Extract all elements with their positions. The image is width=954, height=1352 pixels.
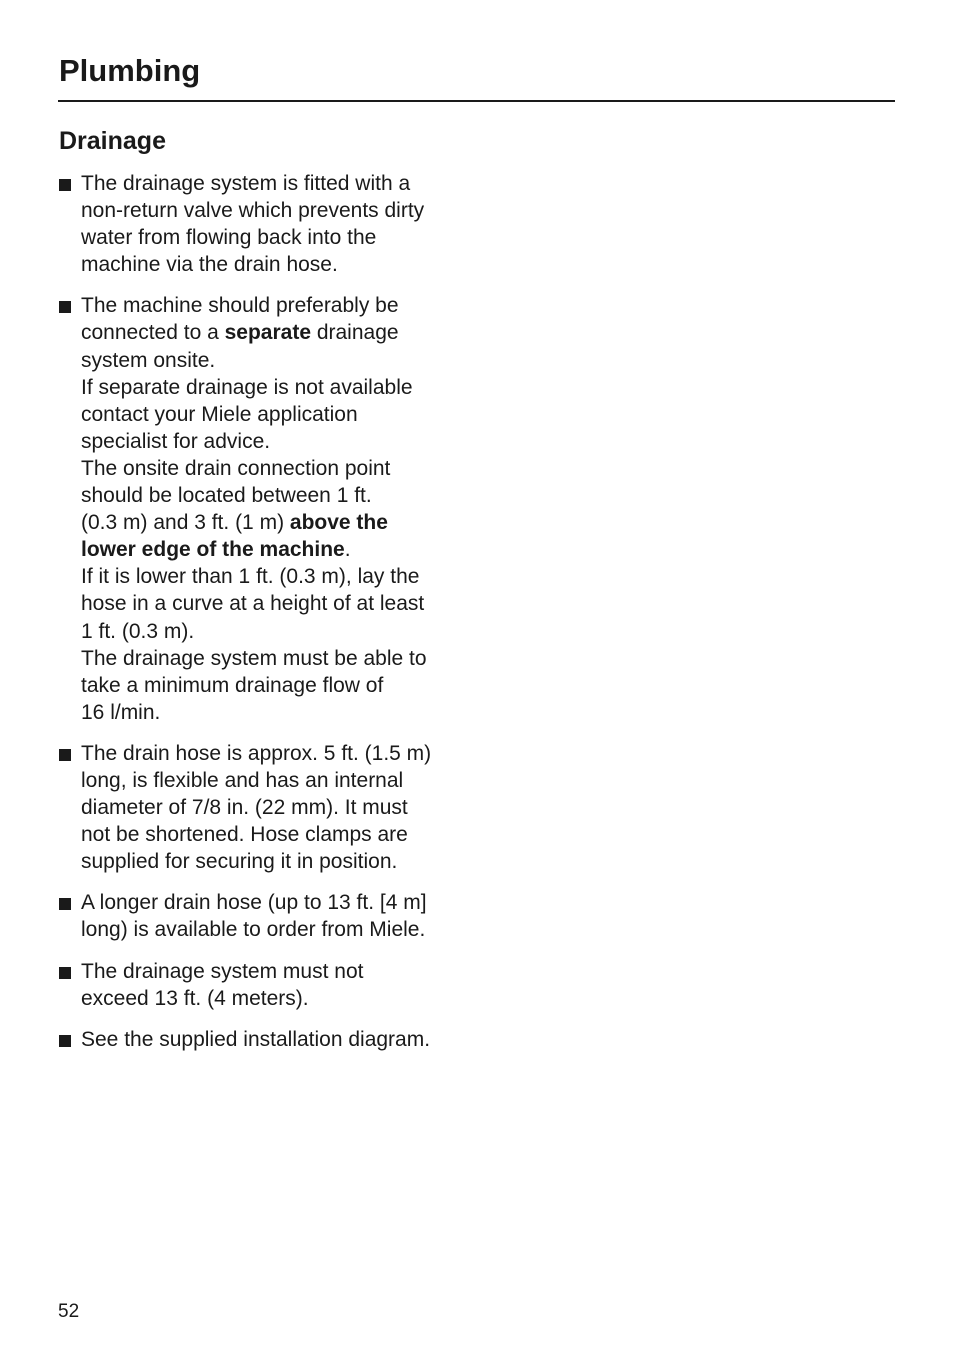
text-line <box>81 889 479 916</box>
text-line <box>81 767 479 794</box>
bold-text: above the <box>289 511 388 535</box>
text-line <box>81 1026 479 1053</box>
bold-text: separate <box>224 321 311 345</box>
bullet-square-icon <box>59 1035 71 1047</box>
text-segment: not be shortened. Hose clamps are <box>81 823 408 847</box>
bullet-square-icon <box>59 179 71 191</box>
list-item <box>59 1026 479 1053</box>
text-segment: The machine should preferably be <box>81 294 399 318</box>
text-line <box>81 645 479 672</box>
bullet-square-icon <box>59 967 71 979</box>
text-line <box>81 699 479 726</box>
list-item <box>59 958 479 1012</box>
text-segment: . <box>344 538 351 562</box>
text-segment: If separate drainage is not available <box>81 375 413 399</box>
text-segment: connected to a <box>81 321 225 345</box>
text-segment: 16 l/min. <box>81 700 161 724</box>
text-line <box>81 455 479 482</box>
text-segment: exceed 13 ft. (4 meters). <box>81 986 309 1010</box>
text-line <box>81 347 479 374</box>
bullet-list <box>59 170 479 1067</box>
text-segment: diameter of 7/8 in. (22 mm). It must <box>81 796 408 820</box>
text-line <box>81 509 479 536</box>
text-line <box>81 251 479 278</box>
text-segment: long, is flexible and has an internal <box>81 768 404 792</box>
text-line <box>81 563 479 590</box>
text-segment: The onsite drain connection point <box>81 456 391 480</box>
text-line <box>81 428 479 455</box>
text-segment: should be located between 1 ft. <box>81 484 372 508</box>
bullet-square-icon <box>59 749 71 761</box>
text-line <box>81 794 479 821</box>
section-title: Drainage <box>59 127 166 155</box>
list-item <box>59 170 479 278</box>
text-line <box>81 482 479 509</box>
text-line <box>81 374 479 401</box>
text-line <box>81 536 479 563</box>
text-segment: long) is available to order from Miele. <box>81 918 426 942</box>
text-segment: (0.3 m) and 3 ft. (1 m) <box>81 511 290 535</box>
text-line <box>81 916 479 943</box>
text-segment: drainage <box>311 321 399 345</box>
text-segment: A longer drain hose (up to 13 ft. [4 m] <box>81 891 427 915</box>
text-line <box>81 740 479 767</box>
text-segment: The drainage system must not <box>81 959 364 983</box>
text-segment: The drainage system must be able to <box>81 646 427 670</box>
text-line <box>81 197 479 224</box>
bullet-square-icon <box>59 301 71 313</box>
text-segment: hose in a curve at a height of at least <box>81 592 425 616</box>
header-divider <box>58 100 895 102</box>
page-title: Plumbing <box>59 53 201 88</box>
list-item <box>59 292 479 726</box>
text-line <box>81 170 479 197</box>
text-segment: water from flowing back into the <box>81 226 377 250</box>
list-item <box>59 740 479 875</box>
text-line <box>81 618 479 645</box>
text-segment: The drain hose is approx. 5 ft. (1.5 m) <box>81 741 432 765</box>
list-item <box>59 889 479 943</box>
text-line <box>81 224 479 251</box>
text-segment: See the supplied installation diagram. <box>81 1027 431 1051</box>
text-line <box>81 672 479 699</box>
text-segment: The drainage system is fitted with a <box>81 172 411 195</box>
text-line <box>81 848 479 875</box>
text-segment: 1 ft. (0.3 m). <box>81 619 195 643</box>
bold-text: lower edge of the machine <box>81 538 345 562</box>
text-segment: contact your Miele application <box>81 402 358 426</box>
text-segment: system onsite. <box>81 348 216 372</box>
text-segment: supplied for securing it in position. <box>81 850 398 874</box>
text-line <box>81 319 479 346</box>
text-line <box>81 401 479 428</box>
text-line <box>81 292 479 319</box>
text-segment: machine via the drain hose. <box>81 253 338 277</box>
text-segment: take a minimum drainage flow of <box>81 673 384 697</box>
page-number: 52 <box>58 1301 80 1322</box>
text-segment: If it is lower than 1 ft. (0.3 m), lay the <box>81 565 420 589</box>
text-line <box>81 958 479 985</box>
text-segment: specialist for advice. <box>81 429 271 453</box>
text-line <box>81 985 479 1012</box>
text-line <box>81 821 479 848</box>
text-segment: non-return valve which prevents dirty <box>81 199 425 223</box>
text-line <box>81 590 479 617</box>
bullet-square-icon <box>59 898 71 910</box>
